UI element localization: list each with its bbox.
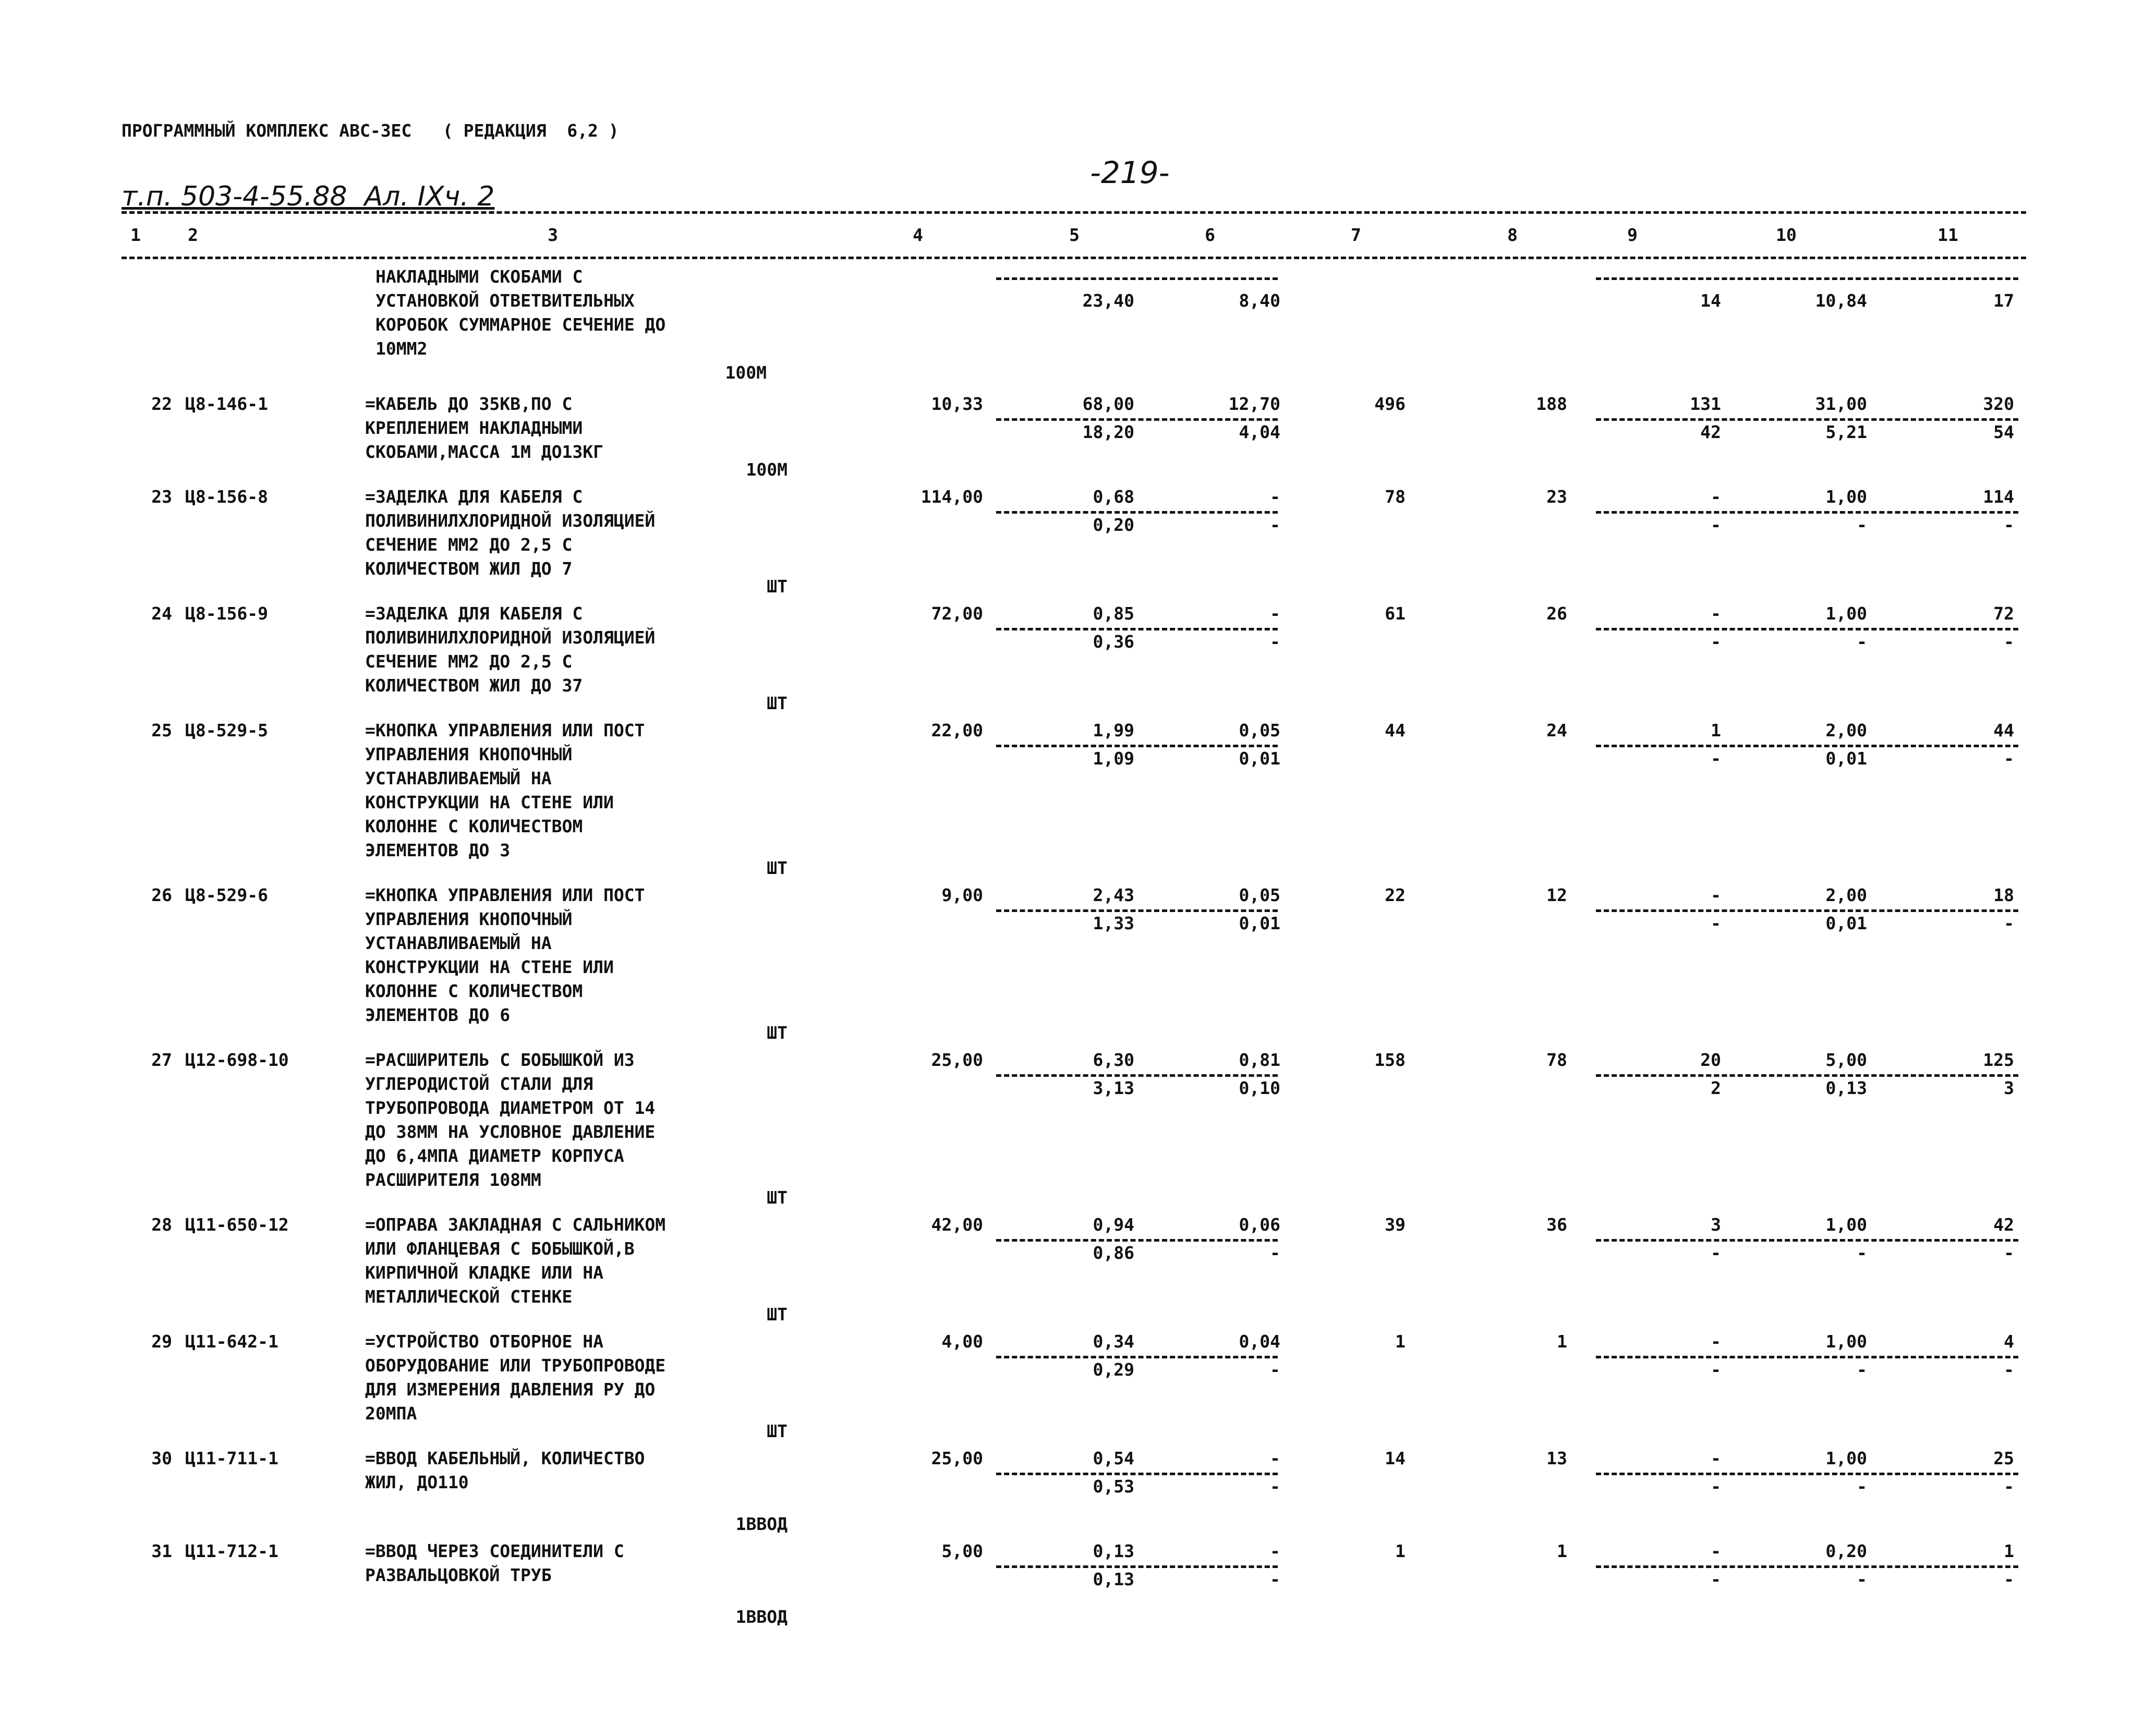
- document-reference: т.п. 503-4-55.88 Ал. IXч. 2: [122, 181, 495, 212]
- header-bottom-rule: [122, 257, 2026, 259]
- cell-col6: 12,70: [1228, 394, 1280, 414]
- cell-col9: 1: [1711, 720, 1721, 740]
- unit-label: ШТ: [767, 858, 788, 878]
- cell-col11: -: [2004, 1243, 2014, 1263]
- cell-col10: -: [1857, 515, 1867, 535]
- description-line: ЭЛЕМЕНТОВ ДО 3: [365, 840, 511, 860]
- unit-label: 100М: [725, 362, 767, 383]
- cell-col11: -: [2004, 1476, 2014, 1497]
- row-number: 30: [151, 1448, 172, 1468]
- subtotal-divider: [1596, 277, 2018, 280]
- cell-col7: 39: [1385, 1214, 1406, 1235]
- description-line: УСТАНОВКОЙ ОТВЕТВИТЕЛЬНЫХ: [376, 290, 635, 311]
- cell-col10: 1,00: [1825, 1214, 1867, 1235]
- cell-col7: 61: [1385, 603, 1406, 624]
- cell-col5: 0,68: [1093, 487, 1134, 507]
- cell-col5: 1,99: [1093, 720, 1134, 740]
- column-number: 2: [188, 225, 198, 245]
- description-line: 20МПА: [365, 1403, 417, 1424]
- description-line: КИРПИЧНОЙ КЛАДКЕ ИЛИ НА: [365, 1262, 603, 1283]
- cell-col6: 4,04: [1239, 422, 1280, 442]
- row-number: 25: [151, 720, 172, 740]
- unit-label: ШТ: [767, 576, 788, 597]
- description-line: =КНОПКА УПРАВЛЕНИЯ ИЛИ ПОСТ: [365, 885, 645, 905]
- cell-col11: 54: [1993, 422, 2014, 442]
- cell-col9: -: [1711, 1476, 1721, 1497]
- cell-col4: 114,00: [920, 487, 983, 507]
- description-line: =ВВОД ЧЕРЕЗ СОЕДИНИТЕЛИ С: [365, 1541, 624, 1561]
- cell-col10: -: [1857, 1243, 1867, 1263]
- cell-col9: 20: [1700, 1050, 1721, 1070]
- column-number: 6: [1205, 225, 1215, 245]
- description-line: ЭЛЕМЕНТОВ ДО 6: [365, 1005, 511, 1025]
- cell-col6: 0,01: [1239, 748, 1280, 769]
- cell-col9: -: [1711, 748, 1721, 769]
- description-line: КОЛОННЕ С КОЛИЧЕСТВОМ: [365, 816, 583, 836]
- cell-col8: 12: [1546, 885, 1567, 905]
- cell-col9: 2: [1711, 1078, 1721, 1098]
- description-line: КРЕПЛЕНИЕМ НАКЛАДНЫМИ: [365, 418, 583, 438]
- unit-label: 1ВВОД: [735, 1607, 788, 1627]
- cell-col6: -: [1270, 1243, 1280, 1263]
- cell-col7: 496: [1374, 394, 1406, 414]
- description-line: СКОБАМИ,МАССА 1М ДО1ЗКГ: [365, 442, 603, 462]
- cell-col4: 25,00: [931, 1050, 983, 1070]
- description-line: ПОЛИВИНИЛХЛОРИДНОЙ ИЗОЛЯЦИЕЙ: [365, 627, 656, 648]
- cell-col8: 23: [1546, 487, 1567, 507]
- row-number: 26: [151, 885, 172, 905]
- cell-col5: 0,29: [1093, 1359, 1134, 1380]
- cell-col4: 4,00: [941, 1331, 983, 1352]
- description-line: УСТАНАВЛИВАЕМЫЙ НА: [365, 768, 552, 788]
- cell-col5: 3,13: [1093, 1078, 1134, 1098]
- cell-col5: 0,54: [1093, 1448, 1134, 1468]
- cell-col7: 1: [1395, 1331, 1406, 1352]
- description-line: СЕЧЕНИЕ ММ2 ДО 2,5 С: [365, 651, 573, 672]
- cell-col6: 0,05: [1239, 885, 1280, 905]
- cell-col9: -: [1711, 1359, 1721, 1380]
- price-code: Ц8-146-1: [185, 394, 268, 414]
- cell-col10: 31,00: [1815, 394, 1867, 414]
- cell-col5: 18,20: [1082, 422, 1134, 442]
- description-line: ДЛЯ ИЗМЕРЕНИЯ ДАВЛЕНИЯ РУ ДО: [365, 1379, 656, 1400]
- cell-col5: 0,53: [1093, 1476, 1134, 1497]
- cell-col9: -: [1711, 1448, 1721, 1468]
- price-code: Ц11-712-1: [185, 1541, 278, 1561]
- cell-col10: 1,00: [1825, 1331, 1867, 1352]
- cell-col11: 44: [1993, 720, 2014, 740]
- cell-col4: 5,00: [941, 1541, 983, 1561]
- description-line: =ОПРАВА ЗАКЛАДНАЯ С САЛЬНИКОМ: [365, 1214, 666, 1235]
- cell-col10: -: [1857, 1359, 1867, 1380]
- description-line: ТРУБОПРОВОДА ДИАМЕТРОМ ОТ 14: [365, 1098, 656, 1118]
- cell-col5: 0,85: [1093, 603, 1134, 624]
- cell-col11: -: [2004, 1569, 2014, 1589]
- cell-col8: 13: [1546, 1448, 1567, 1468]
- cell-col6: -: [1270, 487, 1280, 507]
- description-line: ОБОРУДОВАНИЕ ИЛИ ТРУБОПРОВОДЕ: [365, 1355, 666, 1376]
- cell-col6: 0,04: [1239, 1331, 1280, 1352]
- cell-col8: 24: [1546, 720, 1567, 740]
- price-code: Ц11-642-1: [185, 1331, 278, 1352]
- cell-col9: -: [1711, 631, 1721, 652]
- column-number: 4: [913, 225, 923, 245]
- row-number: 22: [151, 394, 172, 414]
- cell-col9: -: [1711, 603, 1721, 624]
- price-code: Ц11-650-12: [185, 1214, 289, 1235]
- description-line: РАСШИРИТЕЛЯ 108ММ: [365, 1170, 541, 1190]
- description-line: УПРАВЛЕНИЯ КНОПОЧНЫЙ: [365, 744, 573, 764]
- cell-col10: 1,00: [1825, 1448, 1867, 1468]
- description-line: =ЗАДЕЛКА ДЛЯ КАБЕЛЯ С: [365, 603, 583, 624]
- column-number: 11: [1937, 225, 1958, 245]
- cell-col11: 125: [1983, 1050, 2014, 1070]
- description-line: ПОЛИВИНИЛХЛОРИДНОЙ ИЗОЛЯЦИЕЙ: [365, 511, 656, 531]
- cell-col6: 0,01: [1239, 913, 1280, 933]
- program-header: ПРОГРАММНЫЙ КОМПЛЕКС АВС-3ЕС ( РЕДАКЦИЯ 6,2 ): [122, 120, 619, 141]
- cell-col6: -: [1270, 515, 1280, 535]
- description-line: ДО 38ММ НА УСЛОВНОЕ ДАВЛЕНИЕ: [365, 1122, 656, 1142]
- cell-col5: 0,13: [1093, 1541, 1134, 1561]
- description-line: =КНОПКА УПРАВЛЕНИЯ ИЛИ ПОСТ: [365, 720, 645, 740]
- cell-col11: 4: [2004, 1331, 2014, 1352]
- cell-col8: 26: [1546, 603, 1567, 624]
- description-line: СЕЧЕНИЕ ММ2 ДО 2,5 С: [365, 534, 573, 555]
- description-line: УГЛЕРОДИСТОЙ СТАЛИ ДЛЯ: [365, 1074, 593, 1094]
- cell-col9: 14: [1700, 290, 1721, 311]
- cell-col10: 0,13: [1825, 1078, 1867, 1098]
- cell-col7: 78: [1385, 487, 1406, 507]
- cell-col4: 72,00: [931, 603, 983, 624]
- cell-col8: 1: [1557, 1541, 1567, 1561]
- description-line: МЕТАЛЛИЧЕСКОЙ СТЕНКЕ: [365, 1286, 573, 1307]
- cell-col6: 0,05: [1239, 720, 1280, 740]
- cell-col11: 17: [1993, 290, 2014, 311]
- cell-col11: 42: [1993, 1214, 2014, 1235]
- cell-col7: 1: [1395, 1541, 1406, 1561]
- unit-label: ШТ: [767, 1187, 788, 1208]
- description-line: КОЛИЧЕСТВОМ ЖИЛ ДО 37: [365, 675, 583, 696]
- description-line: КОНСТРУКЦИИ НА СТЕНЕ ИЛИ: [365, 957, 614, 977]
- cell-col11: 72: [1993, 603, 2014, 624]
- column-number: 7: [1351, 225, 1361, 245]
- description-line: =УСТРОЙСТВО ОТБОРНОЕ НА: [365, 1331, 603, 1352]
- row-number: 23: [151, 487, 172, 507]
- price-code: Ц12-698-10: [185, 1050, 289, 1070]
- cell-col10: 10,84: [1815, 290, 1867, 311]
- price-code: Ц8-156-9: [185, 603, 268, 624]
- unit-label: ШТ: [767, 1421, 788, 1441]
- cell-col9: -: [1711, 1331, 1721, 1352]
- cell-col8: 1: [1557, 1331, 1567, 1352]
- cell-col9: -: [1711, 515, 1721, 535]
- cell-col6: -: [1270, 603, 1280, 624]
- description-line: КОЛОННЕ С КОЛИЧЕСТВОМ: [365, 981, 583, 1001]
- cell-col9: 131: [1690, 394, 1721, 414]
- cell-col11: -: [2004, 748, 2014, 769]
- cell-col4: 25,00: [931, 1448, 983, 1468]
- description-line: =РАСШИРИТЕЛЬ С БОБЫШКОЙ ИЗ: [365, 1050, 635, 1070]
- cell-col6: -: [1270, 1541, 1280, 1561]
- cell-col6: 8,40: [1239, 290, 1280, 311]
- column-number: 9: [1627, 225, 1638, 245]
- cell-col6: 0,81: [1239, 1050, 1280, 1070]
- description-line: РАЗВАЛЬЦОВКОЙ ТРУБ: [365, 1565, 552, 1585]
- cell-col11: 18: [1993, 885, 2014, 905]
- cell-col7: 22: [1385, 885, 1406, 905]
- column-number: 10: [1776, 225, 1797, 245]
- description-line: УПРАВЛЕНИЯ КНОПОЧНЫЙ: [365, 909, 573, 929]
- cell-col4: 42,00: [931, 1214, 983, 1235]
- row-number: 31: [151, 1541, 172, 1561]
- cell-col5: 0,13: [1093, 1569, 1134, 1589]
- cell-col6: -: [1270, 631, 1280, 652]
- cell-col4: 9,00: [941, 885, 983, 905]
- cell-col8: 78: [1546, 1050, 1567, 1070]
- cell-col9: -: [1711, 885, 1721, 905]
- cell-col10: 5,21: [1825, 422, 1867, 442]
- row-number: 29: [151, 1331, 172, 1352]
- price-code: Ц11-711-1: [185, 1448, 278, 1468]
- cell-col6: -: [1270, 1476, 1280, 1497]
- cell-col9: -: [1711, 913, 1721, 933]
- description-line: =КАБЕЛЬ ДО 35КВ,ПО С: [365, 394, 573, 414]
- cell-col10: 2,00: [1825, 720, 1867, 740]
- description-line: 10ММ2: [376, 338, 428, 359]
- cell-col5: 0,34: [1093, 1331, 1134, 1352]
- cell-col8: 36: [1546, 1214, 1567, 1235]
- cell-col11: -: [2004, 1359, 2014, 1380]
- cell-col11: -: [2004, 515, 2014, 535]
- cell-col10: 0,01: [1825, 913, 1867, 933]
- column-number: 5: [1069, 225, 1080, 245]
- cell-col10: 1,00: [1825, 487, 1867, 507]
- cell-col10: 1,00: [1825, 603, 1867, 624]
- cell-col6: -: [1270, 1359, 1280, 1380]
- cell-col6: 0,10: [1239, 1078, 1280, 1098]
- cell-col10: 2,00: [1825, 885, 1867, 905]
- cell-col4: 22,00: [931, 720, 983, 740]
- row-number: 24: [151, 603, 172, 624]
- description-line: =ЗАДЕЛКА ДЛЯ КАБЕЛЯ С: [365, 487, 583, 507]
- subtotal-divider: [996, 277, 1278, 280]
- description-line: УСТАНАВЛИВАЕМЫЙ НА: [365, 933, 552, 953]
- cell-col9: -: [1711, 1243, 1721, 1263]
- description-line: КОРОБОК СУММАРНОЕ СЕЧЕНИЕ ДО: [376, 314, 666, 335]
- description-line: КОЛИЧЕСТВОМ ЖИЛ ДО 7: [365, 558, 573, 579]
- description-line: =ВВОД КАБЕЛЬНЫЙ, КОЛИЧЕСТВО: [365, 1448, 645, 1468]
- column-number: 8: [1507, 225, 1518, 245]
- cell-col10: -: [1857, 1476, 1867, 1497]
- description-line: ИЛИ ФЛАНЦЕВАЯ С БОБЫШКОЙ,В: [365, 1238, 635, 1259]
- cell-col10: 5,00: [1825, 1050, 1867, 1070]
- cell-col9: -: [1711, 1569, 1721, 1589]
- cell-col11: 3: [2004, 1078, 2014, 1098]
- column-number: 3: [548, 225, 558, 245]
- cell-col5: 0,36: [1093, 631, 1134, 652]
- cell-col11: 114: [1983, 487, 2014, 507]
- price-code: Ц8-529-5: [185, 720, 268, 740]
- cell-col6: -: [1270, 1448, 1280, 1468]
- description-line: ЖИЛ, ДО110: [365, 1472, 469, 1492]
- row-number: 27: [151, 1050, 172, 1070]
- description-line: КОНСТРУКЦИИ НА СТЕНЕ ИЛИ: [365, 792, 614, 812]
- cell-col5: 0,94: [1093, 1214, 1134, 1235]
- cell-col10: -: [1857, 631, 1867, 652]
- cell-col4: 10,33: [931, 394, 983, 414]
- cell-col7: 44: [1385, 720, 1406, 740]
- cell-col5: 0,20: [1093, 515, 1134, 535]
- cell-col10: -: [1857, 1569, 1867, 1589]
- unit-label: 100М: [746, 459, 788, 480]
- price-code: Ц8-156-8: [185, 487, 268, 507]
- cell-col11: 1: [2004, 1541, 2014, 1561]
- cell-col5: 23,40: [1082, 290, 1134, 311]
- cell-col10: 0,20: [1825, 1541, 1867, 1561]
- table-top-rule: [122, 211, 2026, 214]
- cell-col9: -: [1711, 487, 1721, 507]
- cell-col8: 188: [1536, 394, 1567, 414]
- cell-col5: 1,33: [1093, 913, 1134, 933]
- cell-col11: -: [2004, 913, 2014, 933]
- cell-col11: 25: [1993, 1448, 2014, 1468]
- price-code: Ц8-529-6: [185, 885, 268, 905]
- cell-col10: 0,01: [1825, 748, 1867, 769]
- cell-col6: -: [1270, 1569, 1280, 1589]
- cell-col9: 42: [1700, 422, 1721, 442]
- cell-col7: 14: [1385, 1448, 1406, 1468]
- cell-col5: 6,30: [1093, 1050, 1134, 1070]
- cell-col11: 320: [1983, 394, 2014, 414]
- page-number: -219-: [1090, 155, 1170, 190]
- cell-col5: 1,09: [1093, 748, 1134, 769]
- column-number: 1: [130, 225, 141, 245]
- cell-col5: 2,43: [1093, 885, 1134, 905]
- unit-label: ШТ: [767, 1023, 788, 1043]
- unit-label: ШТ: [767, 693, 788, 713]
- cell-col9: -: [1711, 1541, 1721, 1561]
- cell-col9: 3: [1711, 1214, 1721, 1235]
- unit-label: ШТ: [767, 1304, 788, 1325]
- description-line: НАКЛАДНЫМИ СКОБАМИ С: [376, 266, 583, 287]
- cell-col5: 0,86: [1093, 1243, 1134, 1263]
- cell-col6: 0,06: [1239, 1214, 1280, 1235]
- cell-col5: 68,00: [1082, 394, 1134, 414]
- unit-label: 1ВВОД: [735, 1514, 788, 1534]
- cell-col7: 158: [1374, 1050, 1406, 1070]
- row-number: 28: [151, 1214, 172, 1235]
- cell-col11: -: [2004, 631, 2014, 652]
- description-line: ДО 6,4МПА ДИАМЕТР КОРПУСА: [365, 1146, 624, 1166]
